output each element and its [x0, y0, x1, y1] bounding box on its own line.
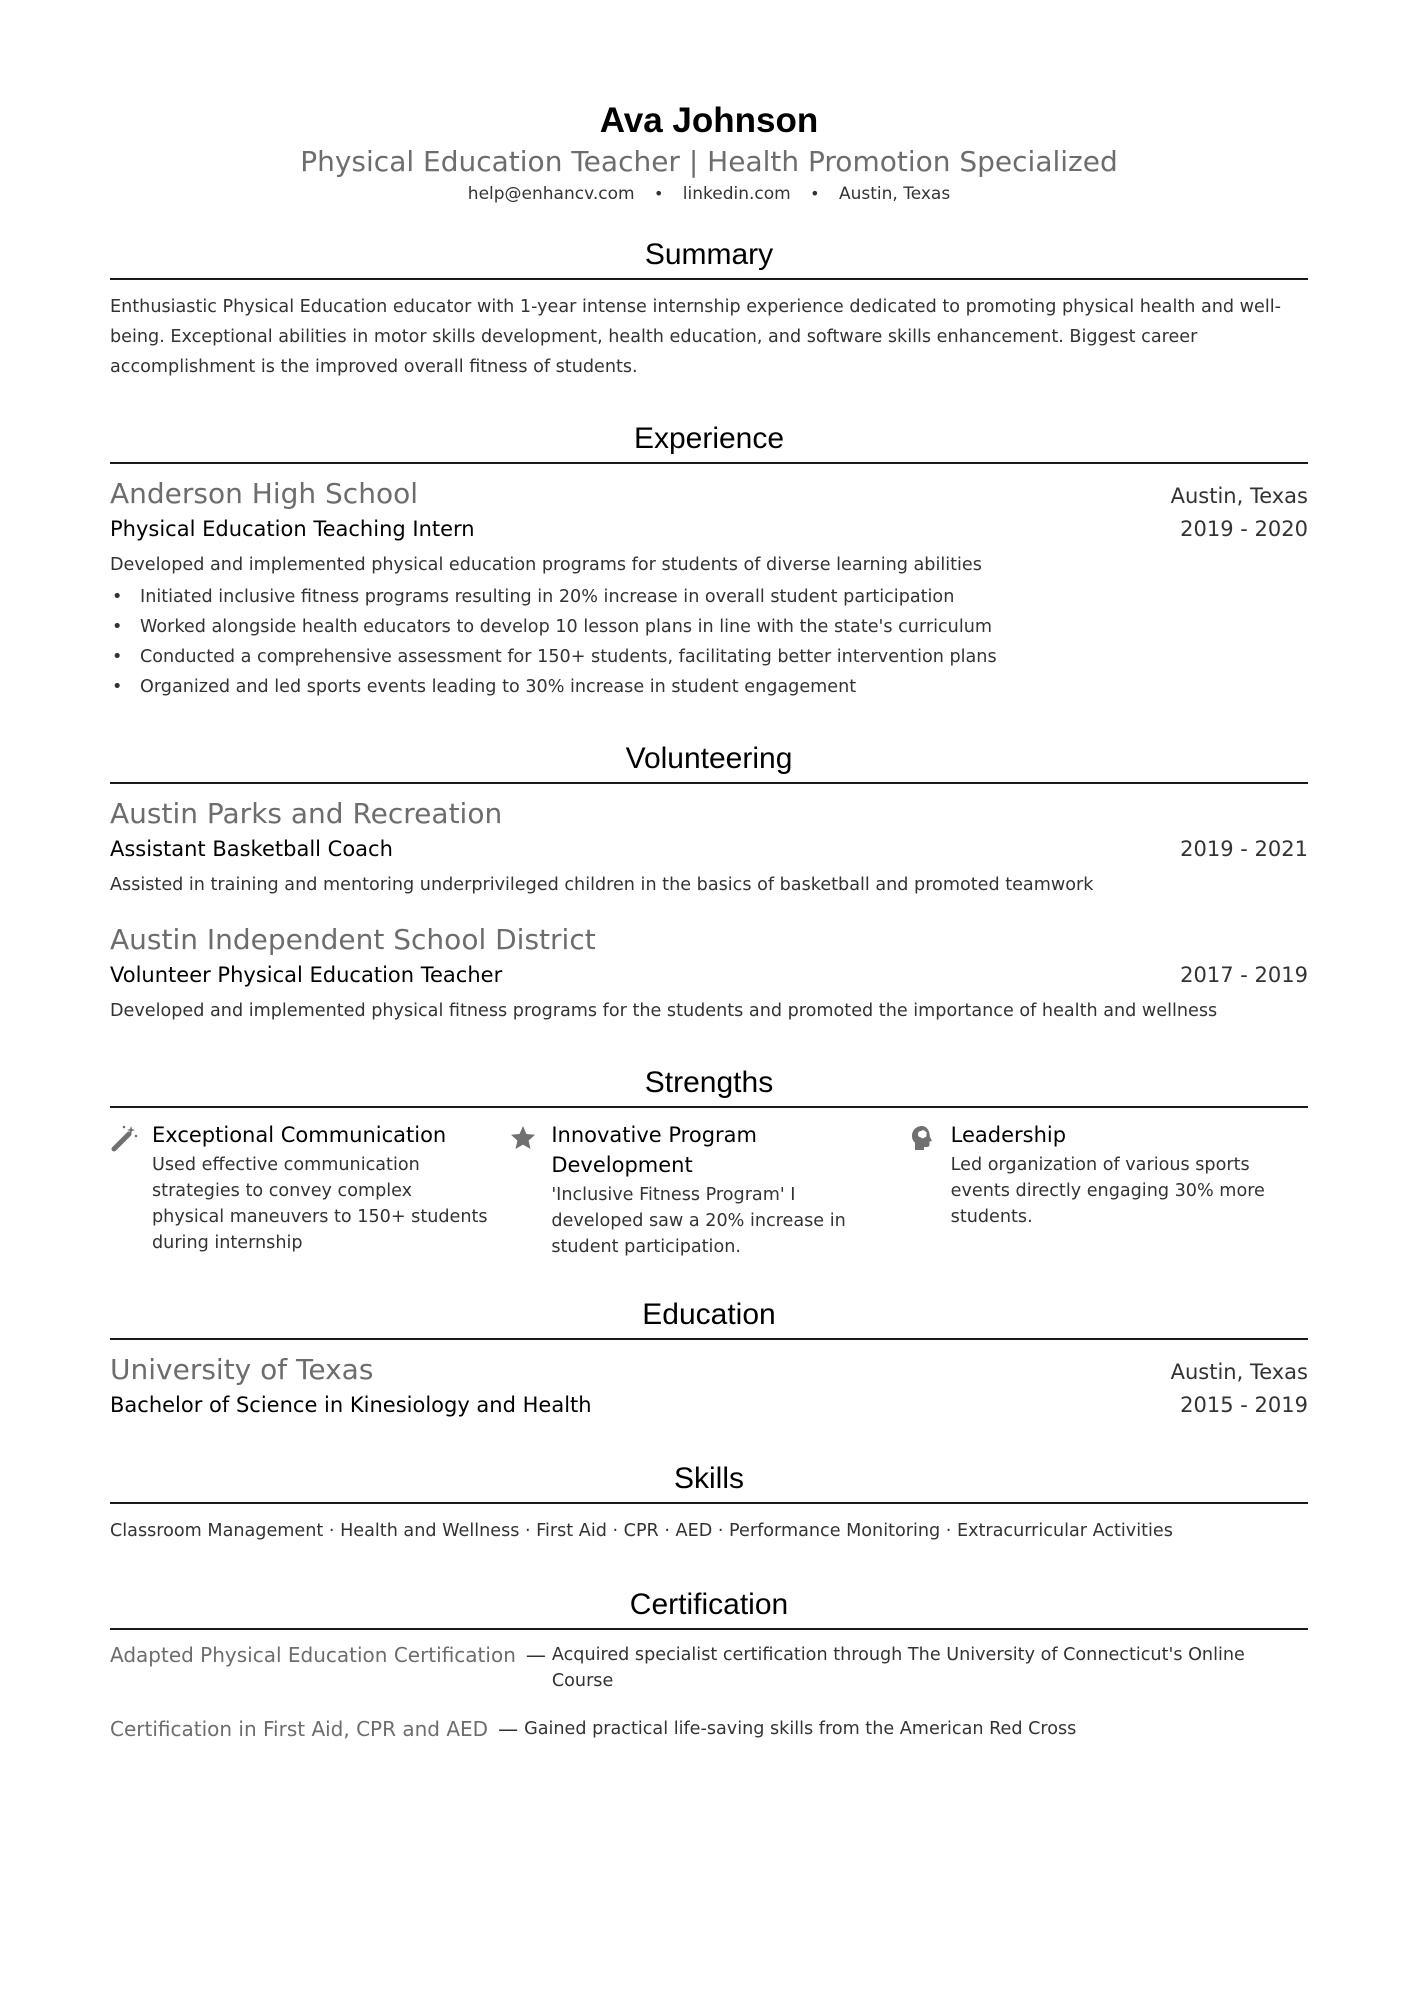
- volunteering-entry: [110, 922, 1308, 1026]
- certification-name: Certification in First Aid, CPR and AED: [110, 1717, 489, 1741]
- contact-separator: •: [810, 184, 820, 203]
- strength-title: Innovative Program Development: [551, 1123, 757, 1177]
- entry-header-row: [110, 796, 1308, 832]
- job-title: Volunteer Physical Education Teacher: [110, 963, 503, 987]
- entry-dates: 2015 - 2019: [1180, 1393, 1308, 1417]
- achievement-list: [110, 582, 1308, 702]
- location-text: Austin, Texas: [838, 184, 951, 204]
- section-divider: [110, 1502, 1308, 1504]
- skills-section: [110, 1460, 1308, 1546]
- section-title-volunteering: Volunteering: [625, 742, 793, 775]
- list-item: • Initiated inclusive fitness programs resulting in 20% increase in overall student participation: [110, 582, 1308, 612]
- entry-description: Developed and implemented physical fitness programs for the students and promoted the importance of health and wellness: [110, 1001, 1218, 1021]
- entry-title-row: [110, 512, 1308, 546]
- volunteering-section: [110, 740, 1308, 1026]
- summary-section: [110, 236, 1308, 382]
- candidate-name: Ava Johnson: [599, 101, 819, 140]
- education-entry: [110, 1352, 1308, 1422]
- section-divider: [110, 1628, 1308, 1630]
- entry-dates: 2019 - 2021: [1180, 837, 1308, 861]
- em-dash: —: [525, 1643, 546, 1667]
- section-divider: [110, 782, 1308, 784]
- contact-line: [110, 182, 1308, 206]
- strength-item: [909, 1120, 1308, 1260]
- organization-name: Austin Independent School District: [110, 923, 596, 956]
- section-divider: [110, 1106, 1308, 1108]
- magic-wand-icon: [110, 1120, 152, 1260]
- entry-description: Developed and implemented physical education programs for students of diverse learning abilities: [110, 555, 982, 575]
- section-title-education: Education: [642, 1298, 776, 1331]
- certification-description: Acquired specialist certification through The University of Connecticut's Online Course: [551, 1645, 1245, 1691]
- list-item: • Conducted a comprehensive assessment for 150+ students, facilitating better intervention plans: [110, 642, 1308, 672]
- education-section: [110, 1296, 1308, 1422]
- entry-location: Austin, Texas: [1170, 1360, 1308, 1384]
- entry-dates: 2017 - 2019: [1180, 963, 1308, 987]
- volunteering-entry: [110, 796, 1308, 900]
- strength-body: [152, 1120, 489, 1260]
- entry-title-row: [110, 832, 1308, 866]
- section-title-experience: Experience: [633, 422, 785, 455]
- section-title-strengths: Strengths: [644, 1066, 774, 1099]
- star-icon: [509, 1120, 551, 1260]
- certification-entry: [110, 1716, 1308, 1742]
- section-title-summary: Summary: [644, 238, 774, 271]
- email-link[interactable]: help@enhancv.com: [467, 184, 635, 204]
- section-divider: [110, 462, 1308, 464]
- list-item: • Worked alongside health educators to develop 10 lesson plans in line with the state's curriculum: [110, 612, 1308, 642]
- degree-title: Bachelor of Science in Kinesiology and Health: [110, 1393, 592, 1417]
- institution-name: University of Texas: [110, 1353, 374, 1386]
- entry-location: Austin, Texas: [1170, 484, 1308, 508]
- certification-section: [110, 1586, 1308, 1742]
- strength-title: Exceptional Communication: [152, 1123, 447, 1147]
- organization-name: Anderson High School: [110, 477, 418, 510]
- job-title: Physical Education Teaching Intern: [110, 517, 475, 541]
- strength-body: [551, 1120, 888, 1260]
- section-title-certification: Certification: [629, 1588, 789, 1621]
- list-item: • Organized and led sports events leading to 30% increase in student engagement: [110, 672, 1308, 702]
- entry-header-row: [110, 476, 1308, 512]
- skills-list: Classroom Management · Health and Wellness · First Aid · CPR · AED · Performance Monitoring · Extracurricular Activities: [110, 1521, 1173, 1541]
- section-divider: [110, 1338, 1308, 1340]
- head-brain-icon: [909, 1120, 951, 1260]
- entry-title-row: [110, 1388, 1308, 1422]
- entry-title-row: [110, 958, 1308, 992]
- section-divider: [110, 278, 1308, 280]
- strength-item: [110, 1120, 509, 1260]
- certification-entry: [110, 1642, 1308, 1694]
- strength-description: 'Inclusive Fitness Program' I developed saw a 20% increase in student participation.: [551, 1185, 846, 1257]
- entry-header-row: [110, 922, 1308, 958]
- job-title: Assistant Basketball Coach: [110, 837, 393, 861]
- experience-section: [110, 420, 1308, 702]
- candidate-role: Physical Education Teacher | Health Promotion Specialized: [300, 145, 1118, 178]
- entry-dates: 2019 - 2020: [1180, 517, 1308, 541]
- summary-text: Enthusiastic Physical Education educator with 1-year intense internship experience dedicated to promoting physical health and well-being. Exceptional abilities in motor skills development, health education, and software skills enhancement. Biggest career accomplishment is the improved overall fitness of students.: [110, 297, 1282, 377]
- entry-description: Assisted in training and mentoring underprivileged children in the basics of basketball and promoted teamwork: [110, 875, 1094, 895]
- linkedin-link[interactable]: linkedin.com: [682, 184, 791, 204]
- em-dash: —: [498, 1717, 519, 1741]
- entry-header-row: [110, 1352, 1308, 1388]
- strengths-grid: [110, 1120, 1308, 1260]
- certification-name: Adapted Physical Education Certification: [110, 1643, 516, 1667]
- strength-description: Led organization of various sports events directly engaging 30% more students.: [950, 1155, 1265, 1227]
- strengths-section: [110, 1064, 1308, 1260]
- experience-entry: [110, 476, 1308, 702]
- strength-item: [509, 1120, 908, 1260]
- strength-body: [951, 1120, 1288, 1260]
- organization-name: Austin Parks and Recreation: [110, 797, 503, 830]
- contact-separator: •: [653, 184, 664, 203]
- strength-title: Leadership: [950, 1123, 1067, 1147]
- section-title-skills: Skills: [673, 1462, 744, 1495]
- strength-description: Used effective communication strategies to convey complex physical maneuvers to 150+ students during internship: [152, 1155, 488, 1253]
- resume-page: [110, 0, 1308, 1742]
- resume-header: [110, 0, 1308, 206]
- certification-description: Gained practical life-saving skills from the American Red Cross: [524, 1719, 1077, 1739]
